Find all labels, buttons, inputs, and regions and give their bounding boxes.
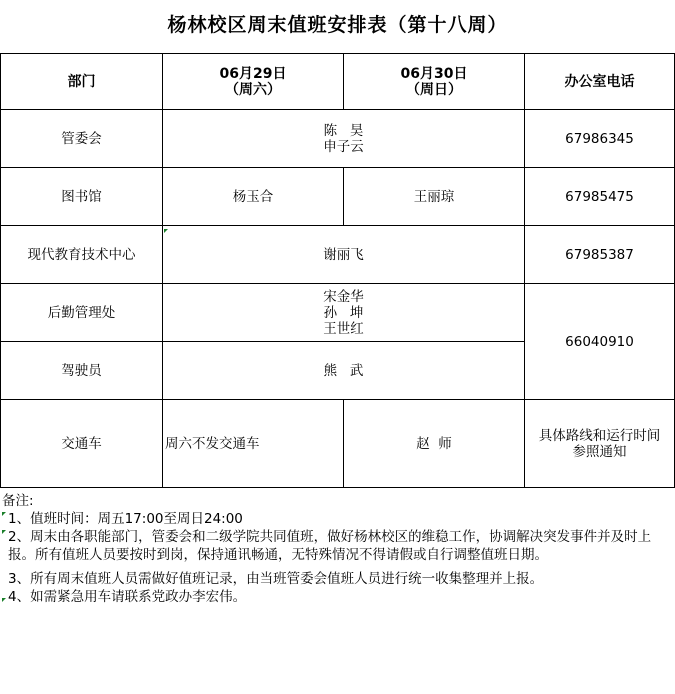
header-day1-date: 06月29日: [219, 65, 287, 82]
duty-name: 申子云: [323, 138, 364, 155]
note-item: 3、所有周末值班人员需做好值班记录，由当班管委会值班人员进行统一收集整理并上报。: [8, 571, 544, 587]
cell-marker: [164, 229, 168, 233]
duty-name: 宋金华: [323, 288, 364, 305]
header-day2-week: （周日）: [406, 81, 462, 98]
duty-cell: 王丽琼: [344, 168, 525, 226]
header-day1: [163, 54, 344, 110]
duty-cell: 杨玉合: [163, 168, 344, 226]
duty-cell: 赵 师: [344, 400, 525, 488]
dept-cell: 后勤管理处: [1, 284, 163, 342]
duty-cell: 熊 武: [163, 342, 525, 400]
dept-cell: 管委会: [1, 110, 163, 168]
schedule-table: [0, 53, 675, 488]
phone-note: 参照通知: [572, 443, 627, 460]
header-day2-date: 06月30日: [400, 65, 468, 82]
header-day1-week: （周六）: [225, 81, 281, 98]
dept-cell: 现代教育技术中心: [1, 226, 163, 284]
header-phone: 办公室电话: [525, 54, 675, 110]
dept-cell: 图书馆: [1, 168, 163, 226]
note-item: 1、值班时间：周五17:00至周日24:00: [8, 511, 243, 527]
phone-cell: 67985475: [525, 168, 675, 226]
header-row: [1, 54, 675, 110]
phone-cell: 67986345: [525, 110, 675, 168]
table-row: [1, 226, 675, 284]
duty-cell: 周六不发交通车: [163, 400, 344, 488]
page-title: 杨林校区周末值班安排表（第十八周）: [167, 14, 508, 36]
table-row: [1, 284, 675, 342]
phone-cell: 67985387: [525, 226, 675, 284]
duty-name: 孙 坤: [323, 304, 364, 321]
duty-name: 陈 昊: [323, 122, 364, 139]
phone-note: 具体路线和运行时间: [538, 427, 661, 444]
duty-cell: 谢丽飞: [163, 226, 525, 284]
header-dept: 部门: [1, 54, 163, 110]
phone-cell: 66040910: [525, 284, 675, 400]
note-item: 2、周末由各职能部门，管委会和二级学院共同值班，做好杨林校区的维稳工作，协调解决突发事件并及时上报。所有值班人员要按时到岗，保持通讯畅通，无特殊情况不得请假或自行调整值班日期。: [8, 529, 652, 563]
table-row: [1, 400, 675, 488]
dept-cell: 交通车: [1, 400, 163, 488]
table-row: [1, 110, 675, 168]
notes-section: [2, 492, 672, 606]
duty-name: 王世红: [323, 320, 364, 337]
dept-cell: 驾驶员: [1, 342, 163, 400]
phone-cell: [525, 400, 675, 488]
table-row: [1, 168, 675, 226]
header-day2: [344, 54, 525, 110]
duty-cell: [163, 110, 525, 168]
note-item: 4、如需紧急用车请联系党政办李宏伟。: [8, 589, 247, 605]
notes-heading: 备注:: [2, 493, 34, 509]
duty-cell: [163, 284, 525, 342]
